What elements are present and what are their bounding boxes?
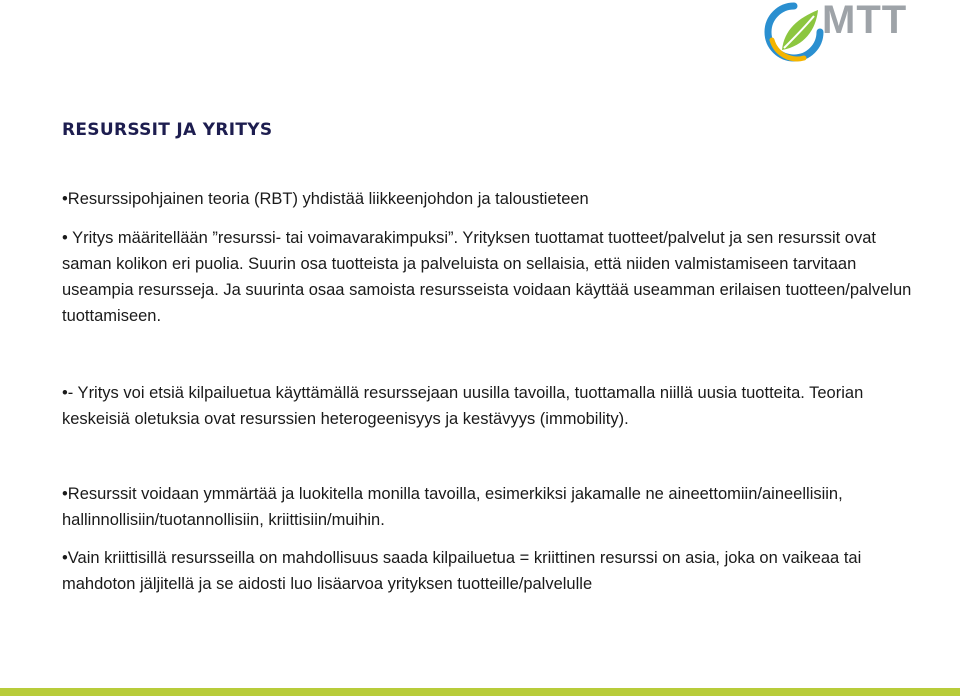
paragraph-competitive-advantage: •- Yritys voi etsiä kilpailuetua käyttämällä resurssejaan uusilla tavoilla, tuottamalla niillä uusia tuotteita. Teorian keskeisiä oletuksia ovat resurssien heterogeenisyys ja kestävyys (immobility). — [62, 384, 864, 428]
paragraph-resource-classification: •Resurssit voidaan ymmärtää ja luokitella monilla tavoilla, esimerkiksi jakamalle ne aineettomiin/aineellisiin, hallinnollisiin/tuotannollisiin, kriittisiin/muihin. — [62, 485, 843, 529]
paragraph-rbt: •Resurssipohjainen teoria (RBT) yhdistää liikkeenjohdon ja taloustieteen — [62, 190, 589, 208]
bottom-accent-bar — [0, 688, 960, 696]
paragraph-company-definition: • Yritys määritellään ”resurssi- tai voimavarakimpuksi”. Yrityksen tuottamat tuotteet/palvelut ja sen resurssit ovat saman kolikon eri puolia. Suurin osa tuotteista ja palveluista on sellaisia, että niiden valmistamiseen tarvitaan useampia resursseja. Ja suurinta osaa samoista resursseista voidaan käyttää useamman erilaisen tuotteen/palvelun tuottamiseen. — [62, 229, 912, 325]
paragraph-critical-resources: •Vain kriittisillä resursseilla on mahdollisuus saada kilpailuetua = kriittinen resurssi on asia, joka on vaikeaa tai mahdoton jäljitellä ja se aidosti luo lisäarvoa yrityksen tuotteille/palvelulle — [62, 549, 862, 593]
page-title: RESURSSIT JA YRITYS — [62, 120, 273, 140]
logo-text: MTT — [822, 0, 908, 42]
